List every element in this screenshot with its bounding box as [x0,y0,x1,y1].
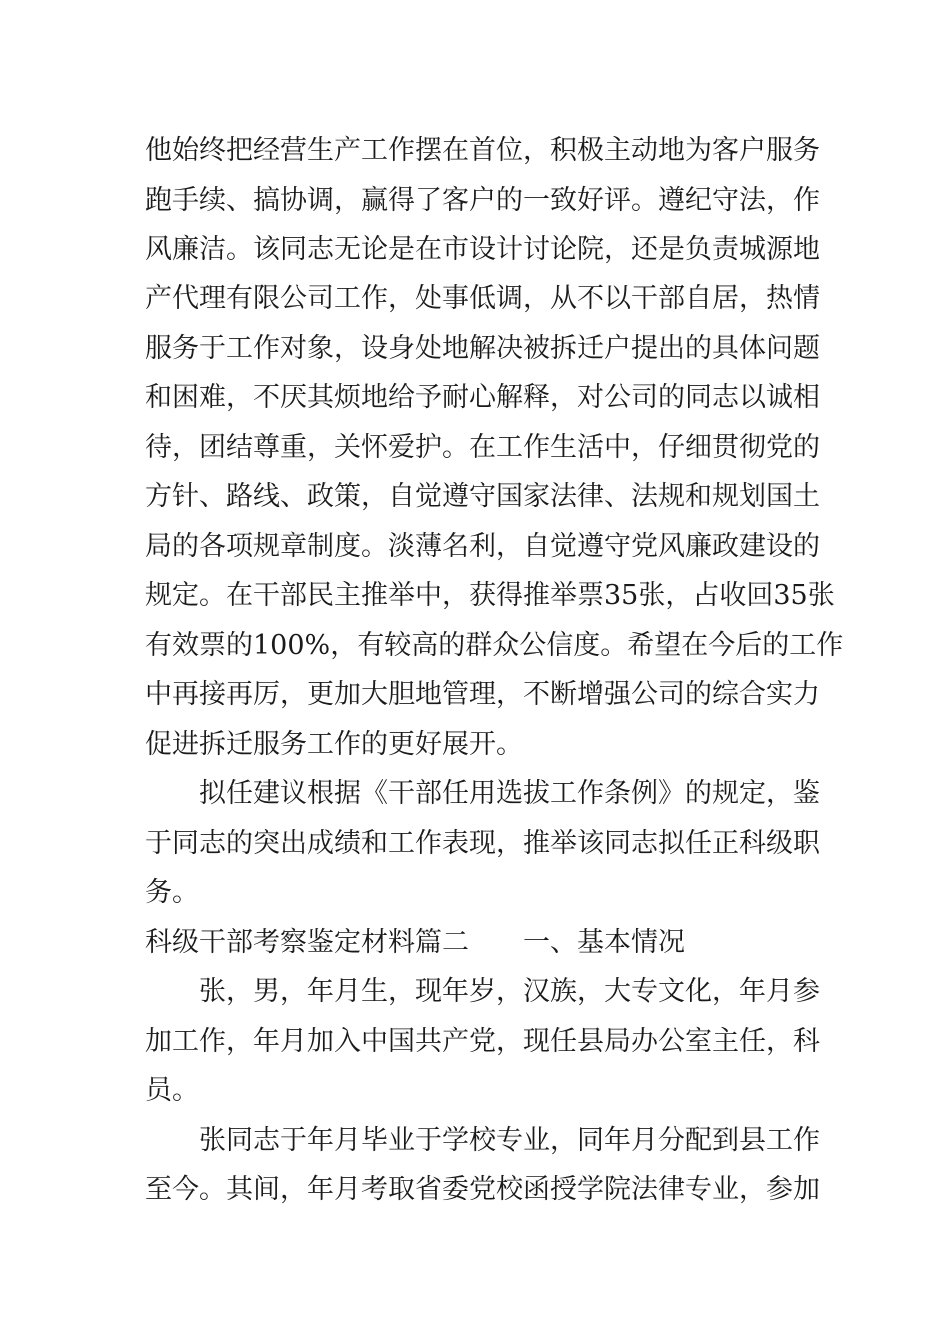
section-heading: 科级干部考察鉴定材料篇二 一、基本情况 [145,927,685,958]
text-line: 风廉洁。该同志无论是在市设计讨论院，还是负责城源地 [145,234,820,265]
text-line: 拟任建议根据《干部任用选拔工作条例》的规定，鉴 [199,778,820,809]
text-line: 规定。在干部民主推举中，获得推举票35张，占收回35张 [145,580,835,611]
text-line: 张同志于年月毕业于学校专业，同年月分配到县工作 [199,1125,820,1156]
text-line: 中再接再厉，更加大胆地管理，不断增强公司的综合实力 [145,679,820,710]
text-line: 和困难，不厌其烦地给予耐心解释，对公司的同志以诚相 [145,382,820,413]
text-line: 有效票的100%，有较高的群众公信度。希望在今后的工作 [145,630,844,661]
text-line: 他始终把经营生产工作摆在首位，积极主动地为客户服务 [145,135,820,166]
text-line: 产代理有限公司工作，处事低调，从不以干部自居，热情 [145,283,820,314]
text-line: 至今。其间，年月考取省委党校函授学院法律专业，参加 [145,1174,820,1205]
text-line: 员。 [145,1075,199,1106]
text-line: 局的各项规章制度。淡薄名利，自觉遵守党风廉政建设的 [145,531,820,562]
text-line: 方针、路线、政策，自觉遵守国家法律、法规和规划国土 [145,481,820,512]
text-line: 张，男，年月生，现年岁，汉族，大专文化，年月参 [199,976,820,1007]
text-line: 加工作，年月加入中国共产党，现任县局办公室主任，科 [145,1026,820,1057]
text-line: 服务于工作对象，设身处地解决被拆迁户提出的具体问题 [145,333,820,364]
text-line: 务。 [145,877,199,908]
text-line: 于同志的突出成绩和工作表现，推举该同志拟任正科级职 [145,828,820,859]
text-line: 待，团结尊重，关怀爱护。在工作生活中，仔细贯彻党的 [145,432,820,463]
text-line: 跑手续、搞协调，赢得了客户的一致好评。遵纪守法，作 [145,185,820,216]
text-line: 促进拆迁服务工作的更好展开。 [145,729,523,760]
